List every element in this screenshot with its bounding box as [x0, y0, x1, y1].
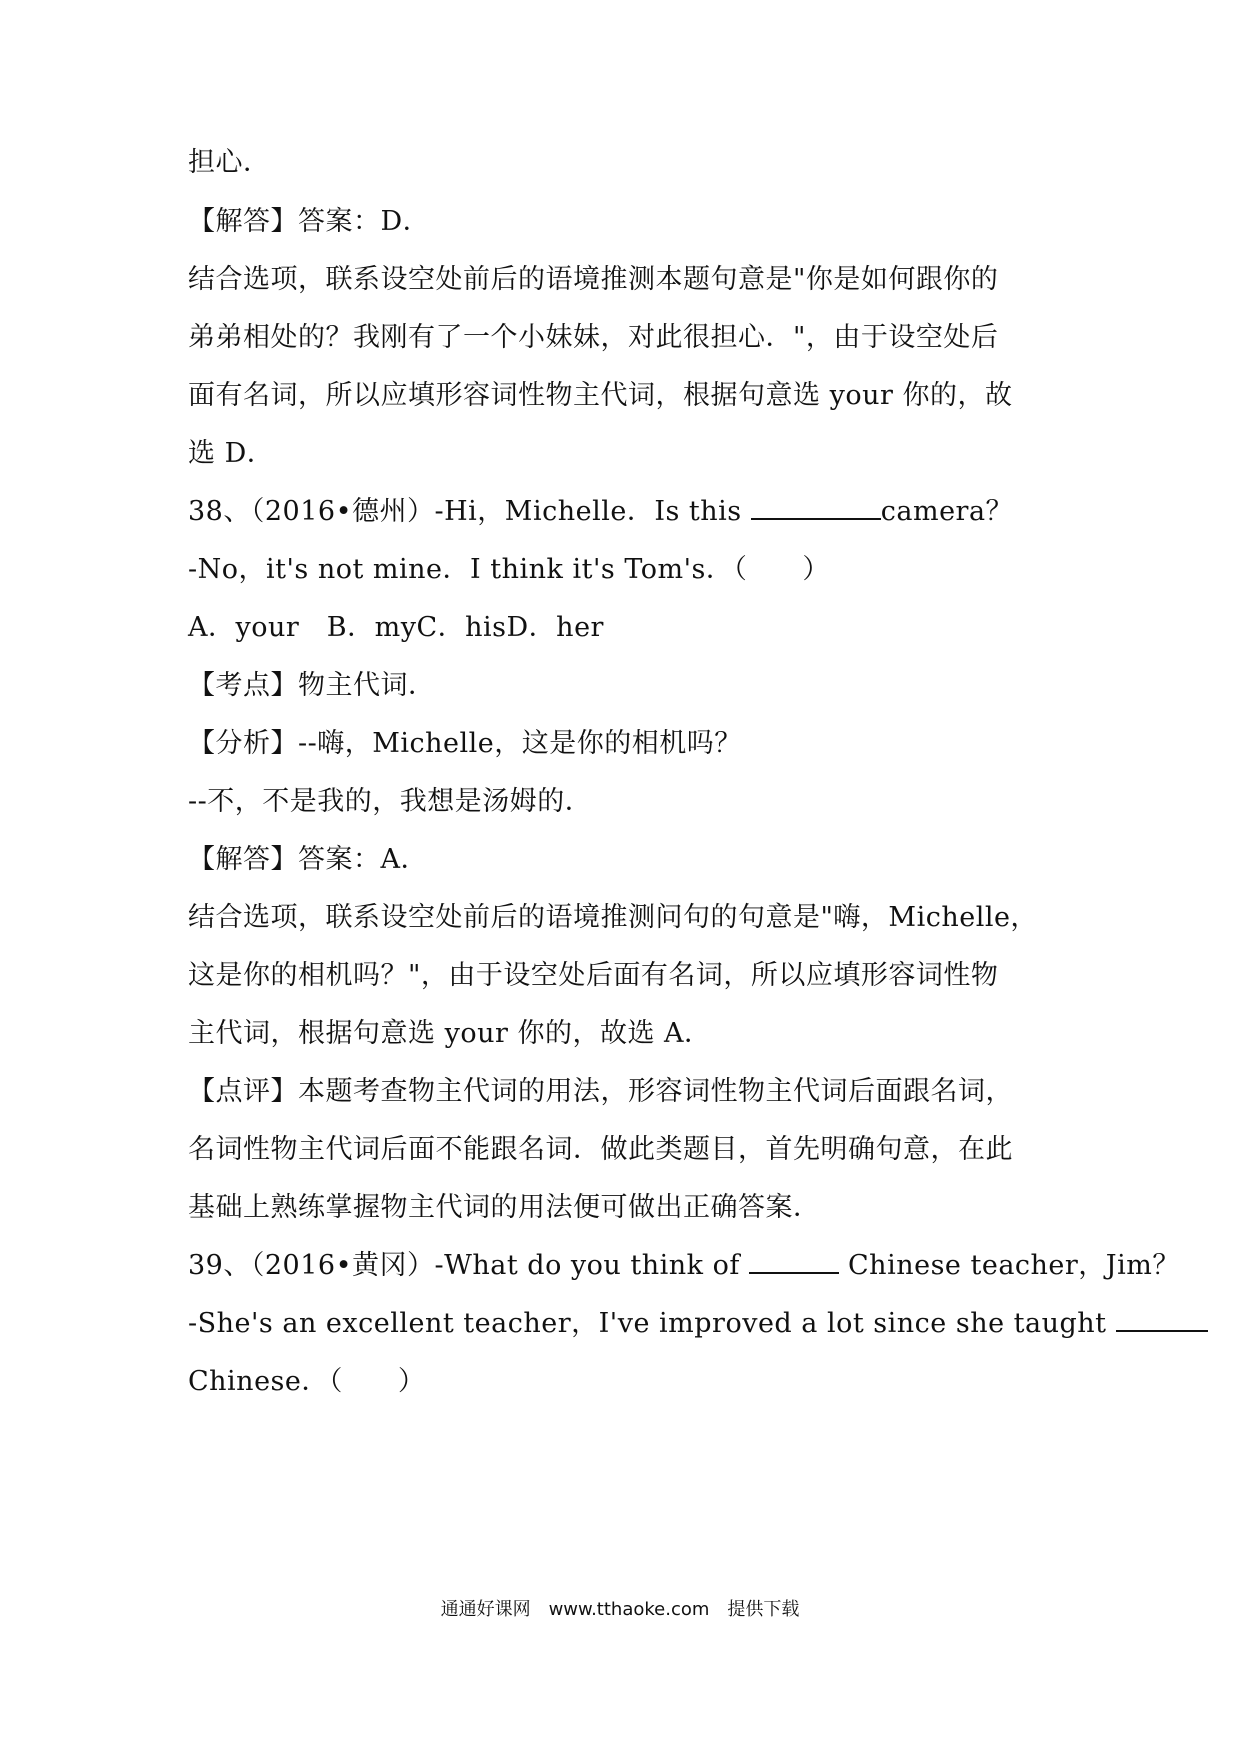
question-39: [188, 1246, 1180, 1286]
answer-line: 【解答】答案：D．: [188, 206, 431, 237]
text-line: --不，不是我的，我想是汤姆的．: [188, 786, 593, 817]
page-footer: 通通好课网 www.tthaoke.com 提供下载: [440, 1599, 800, 1620]
question-39-text: 39、（2016•黄冈）-What do you think of: [188, 1250, 749, 1281]
text-line: 担心．: [188, 147, 271, 178]
question-39-text-end: Chinese teacher，Jim？: [838, 1250, 1180, 1281]
question-38-text-end: camera？: [880, 496, 1014, 527]
text-line: 结合选项，联系设空处前后的语境推测本题句意是"你是如何跟你的: [188, 264, 999, 295]
answer-blank: [749, 1246, 839, 1274]
question-38-options: A．your B．myC．hisD．her: [188, 612, 604, 643]
answer-blank: [751, 492, 881, 520]
answer-line: 【解答】答案：A．: [188, 844, 428, 875]
analysis-line: 【分析】--嗨，Michelle，这是你的相机吗？: [188, 728, 742, 759]
text-line: 面有名词，所以应填形容词性物主代词，根据句意选 your 你的，故: [188, 380, 1013, 411]
question-38: [188, 492, 1068, 532]
question-39-line2-text: -She's an excellent teacher，I've improved a lot since she taught: [188, 1308, 1116, 1339]
question-38-text: 38、（2016•德州）-Hi，Michelle．Is this: [188, 496, 751, 527]
text-line: 主代词，根据句意选 your 你的，故选 A．: [188, 1018, 712, 1049]
exam-point-line: 【考点】物主代词．: [188, 670, 436, 701]
question-39-line3: Chinese．（ ）: [188, 1366, 426, 1397]
text-line: 选 D．: [188, 438, 275, 469]
text-line: 弟弟相处的？我刚有了一个小妹妹，对此很担心．"，由于设空处后: [188, 322, 999, 353]
text-line: 基础上熟练掌握物主代词的用法便可做出正确答案．: [188, 1192, 821, 1223]
answer-blank: [1116, 1304, 1208, 1332]
text-line: 名词性物主代词后面不能跟名词．做此类题目，首先明确句意，在此: [188, 1134, 1013, 1165]
question-38-line2: -No，it's not mine．I think it's Tom's．（ ）: [188, 554, 830, 585]
question-39-line2: [188, 1304, 1116, 1344]
text-line: 结合选项，联系设空处前后的语境推测问句的句意是"嗨，Michelle，: [188, 902, 1038, 933]
comment-line: 【点评】本题考查物主代词的用法，形容词性物主代词后面跟名词，: [188, 1076, 1013, 1107]
text-line: 这是你的相机吗？"，由于设空处后面有名词，所以应填形容词性物: [188, 960, 999, 991]
